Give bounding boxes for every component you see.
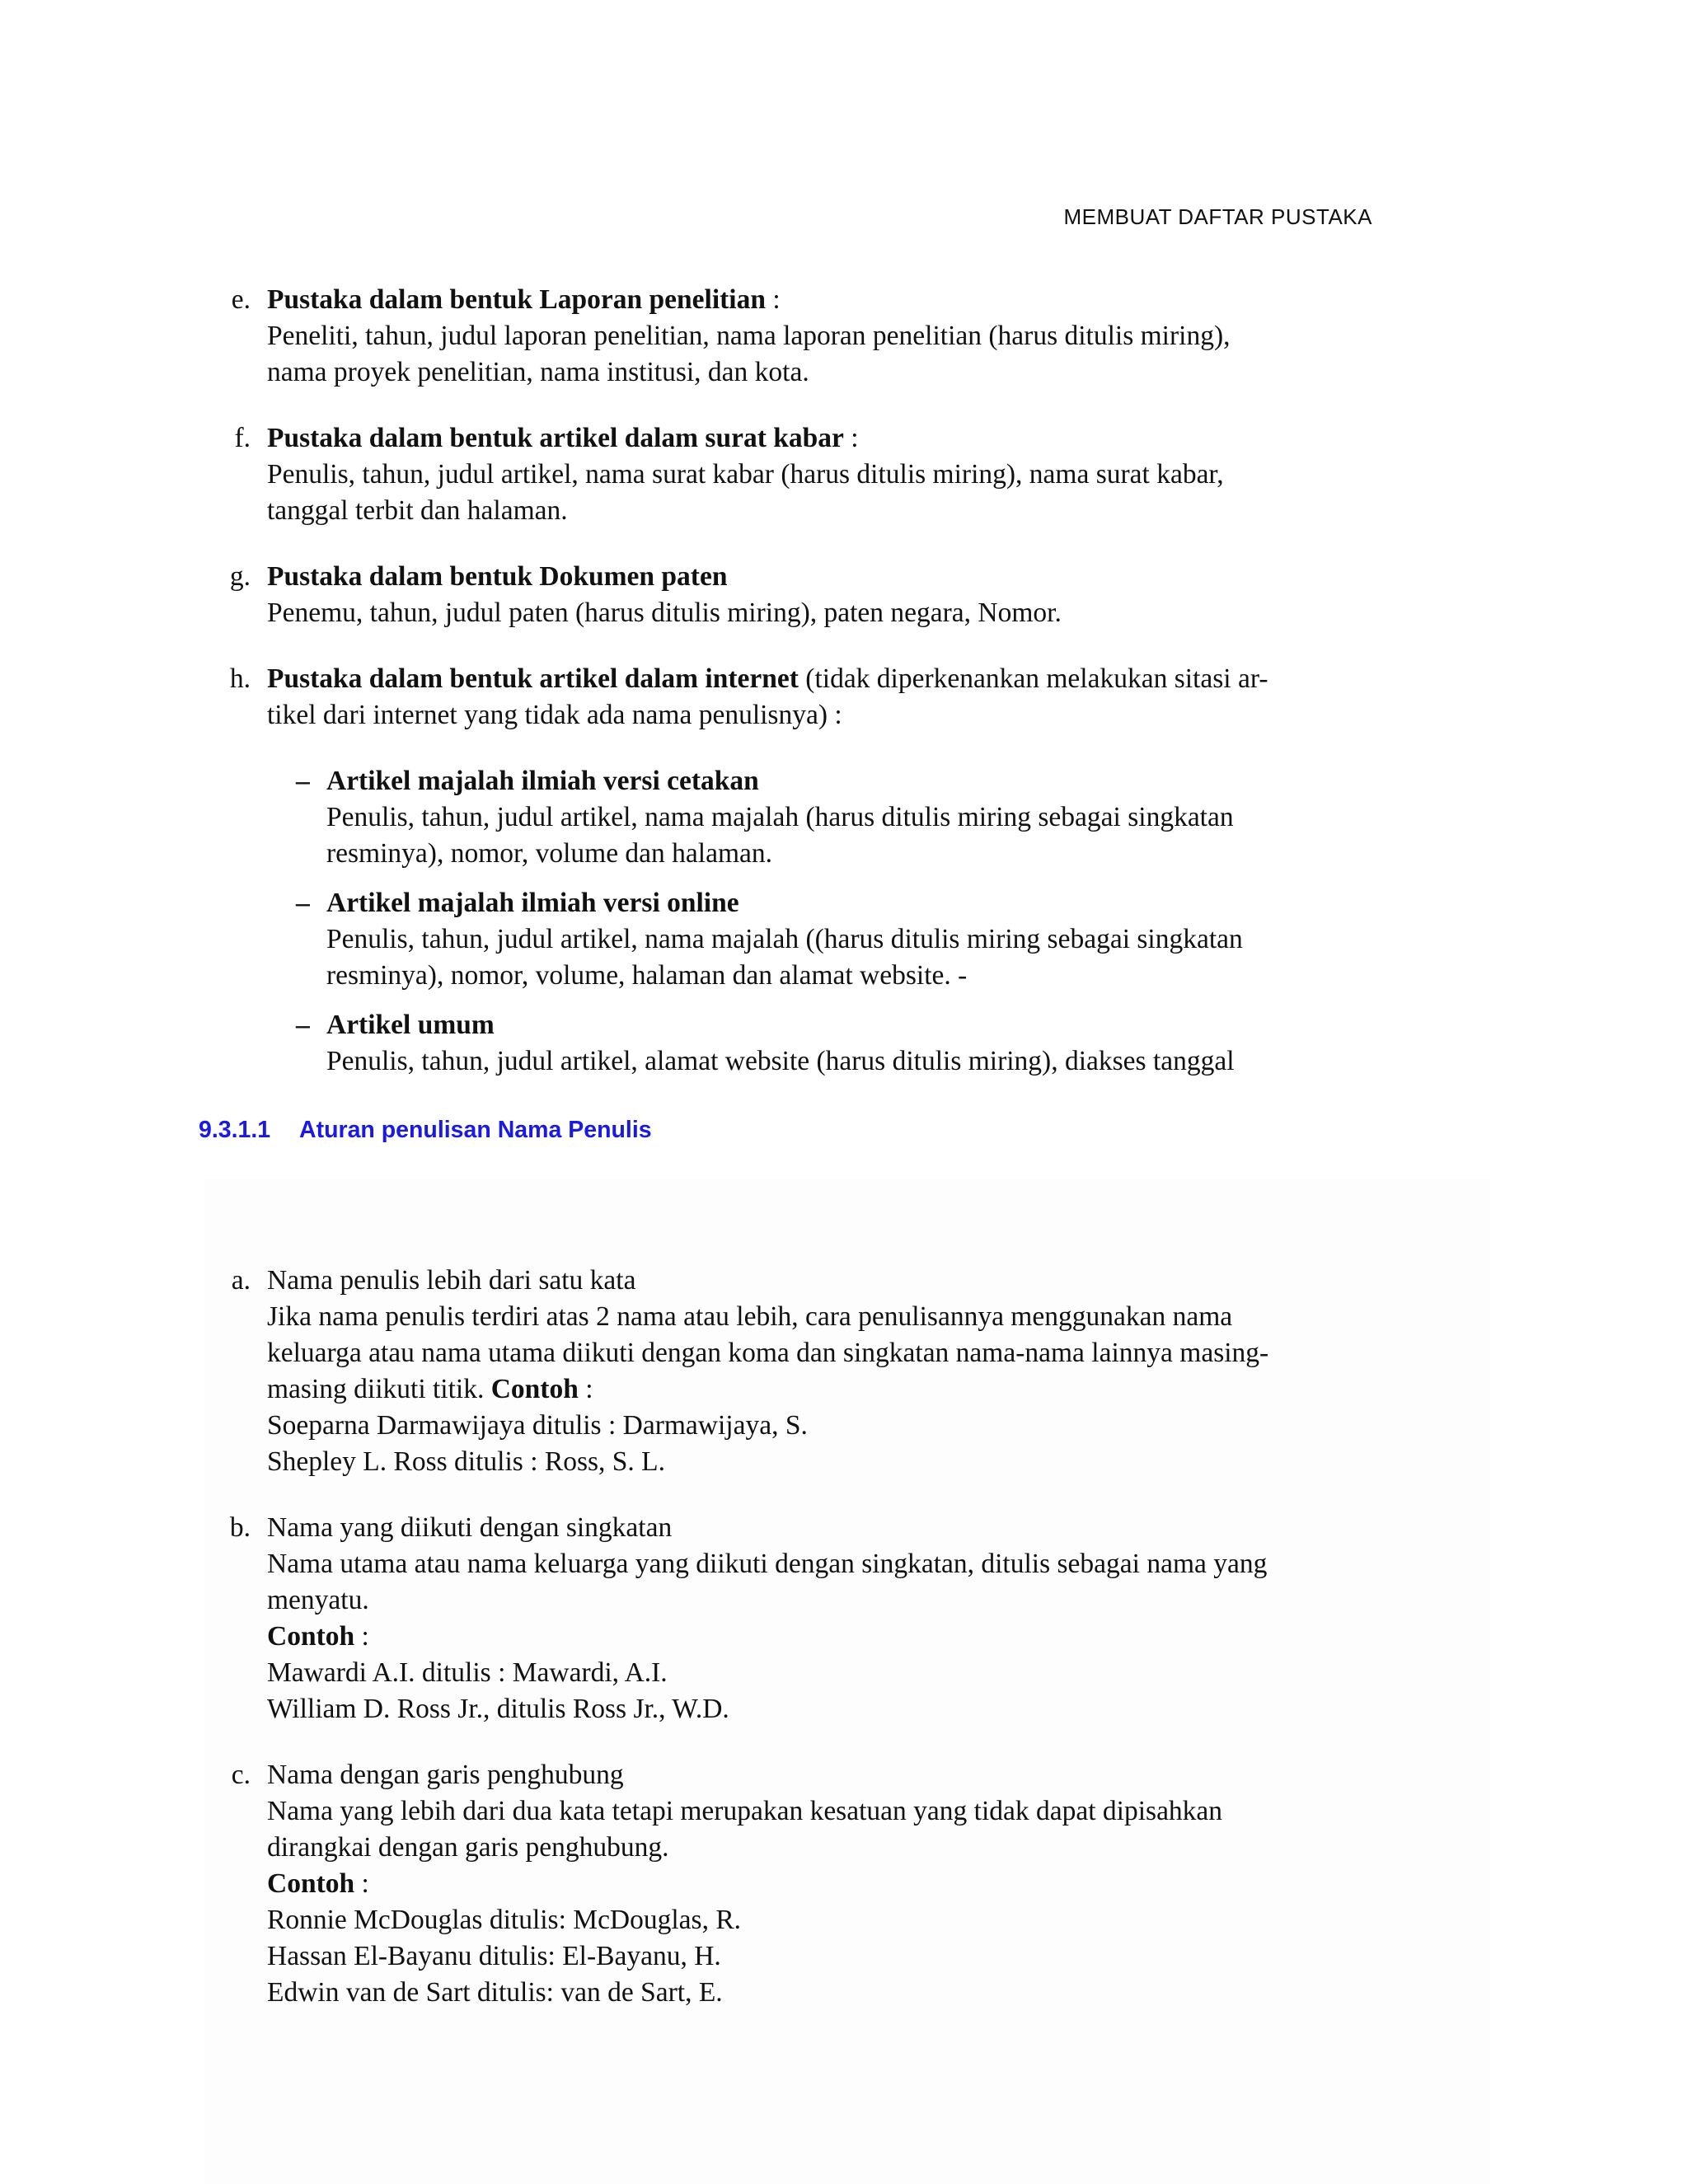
subitem-title: Artikel majalah ilmiah versi cetakan bbox=[326, 766, 759, 796]
item-text-line: Nama yang lebih dari dua kata tetapi merupakan kesatuan yang tidak dapat dipisahkan bbox=[267, 1796, 1223, 1826]
item-text-line: Peneliti, tahun, judul laporan penelitian, nama laporan penelitian (harus ditulis miring), bbox=[267, 321, 1231, 351]
subitem-text-line: Penulis, tahun, judul artikel, nama majalah (harus ditulis miring sebagai singkatan bbox=[326, 802, 1234, 832]
dash-marker: – bbox=[296, 888, 310, 918]
item-text-line: Jika nama penulis terdiri atas 2 nama atau lebih, cara penulisannya menggunakan nama bbox=[267, 1301, 1233, 1332]
item-text-line: keluarga atau nama utama diikuti dengan koma dan singkatan nama-nama lainnya masing- bbox=[267, 1338, 1269, 1368]
section-heading bbox=[199, 1117, 652, 1144]
contoh-suffix: : bbox=[578, 1374, 593, 1404]
item-title-suffix: : bbox=[843, 423, 859, 453]
list-item-c bbox=[231, 1757, 1372, 2011]
item-text-line: tikel dari internet yang tidak ada nama penulisnya) : bbox=[267, 700, 842, 730]
subitem-title: Artikel umum bbox=[326, 1010, 495, 1040]
list-marker: b. bbox=[229, 1512, 251, 1543]
contoh-suffix: : bbox=[354, 1868, 369, 1899]
section-title: Aturan penulisan Nama Penulis bbox=[299, 1117, 652, 1143]
example-line: William D. Ross Jr., ditulis Ross Jr., W.D. bbox=[267, 1694, 729, 1724]
example-line: Shepley L. Ross ditulis : Ross, S. L. bbox=[267, 1446, 666, 1477]
item-text-line: dirangkai dengan garis penghubung. bbox=[267, 1832, 669, 1863]
running-header: MEMBUAT DAFTAR PUSTAKA bbox=[1063, 204, 1372, 229]
dash-marker: – bbox=[296, 1010, 310, 1040]
list-item-a bbox=[231, 1263, 1372, 1480]
item-text-line: menyatu. bbox=[267, 1585, 369, 1615]
list-marker: f. bbox=[234, 423, 251, 453]
contoh-label: Contoh bbox=[267, 1868, 355, 1899]
item-title-suffix: (tidak diperkenankan melakukan sitasi ar- bbox=[798, 663, 1268, 694]
list-marker: c. bbox=[231, 1760, 251, 1790]
item-text-line: Penulis, tahun, judul artikel, nama surat kabar (harus ditulis miring), nama surat kabar, bbox=[267, 459, 1224, 490]
sublist-item bbox=[296, 763, 1372, 872]
sublist-item bbox=[296, 1007, 1372, 1080]
subitem-title: Artikel majalah ilmiah versi online bbox=[326, 888, 739, 918]
example-line: Ronnie McDouglas ditulis: McDouglas, R. bbox=[267, 1905, 742, 1935]
item-text-line: tanggal terbit dan halaman. bbox=[267, 495, 568, 526]
list-item-f bbox=[231, 420, 1372, 529]
reference-format-list bbox=[231, 282, 1372, 1109]
example-line: Edwin van de Sart ditulis: van de Sart, E. bbox=[267, 1977, 723, 2008]
item-text-line: masing diikuti titik. bbox=[267, 1374, 491, 1404]
example-line: Hassan El-Bayanu ditulis: El-Bayanu, H. bbox=[267, 1941, 721, 1971]
subitem-text-line: Penulis, tahun, judul artikel, nama majalah ((harus ditulis miring sebagai singkatan bbox=[326, 924, 1243, 954]
list-marker: g. bbox=[229, 561, 251, 592]
list-marker: e. bbox=[231, 284, 251, 315]
item-title-suffix: : bbox=[766, 284, 781, 315]
item-heading: Nama penulis lebih dari satu kata bbox=[267, 1265, 636, 1296]
list-marker: a. bbox=[231, 1265, 251, 1296]
list-marker: h. bbox=[229, 663, 251, 694]
list-item-e bbox=[231, 282, 1372, 391]
item-title: Pustaka dalam bentuk Laporan penelitian bbox=[267, 284, 766, 315]
item-text-line: Nama utama atau nama keluarga yang diikuti dengan singkatan, ditulis sebagai nama yang bbox=[267, 1549, 1268, 1579]
list-item-g bbox=[231, 559, 1372, 631]
contoh-label: Contoh bbox=[490, 1374, 579, 1404]
sublist-item bbox=[296, 885, 1372, 994]
subitem-text-line: Penulis, tahun, judul artikel, alamat website (harus ditulis miring), diakses tanggal bbox=[326, 1046, 1235, 1076]
author-name-rules-list bbox=[231, 1263, 1372, 2041]
item-title: Pustaka dalam bentuk Dokumen paten bbox=[267, 561, 728, 592]
item-text-line: nama proyek penelitian, nama institusi, dan kota. bbox=[267, 357, 809, 387]
section-number: 9.3.1.1 bbox=[199, 1117, 271, 1143]
list-item-h bbox=[231, 661, 1372, 1080]
list-item-b bbox=[231, 1510, 1372, 1727]
dash-marker: – bbox=[296, 766, 310, 796]
example-line: Soeparna Darmawijaya ditulis : Darmawijaya, S. bbox=[267, 1410, 808, 1441]
internet-article-sublist bbox=[267, 763, 1372, 1080]
item-text-line: Penemu, tahun, judul paten (harus ditulis miring), paten negara, Nomor. bbox=[267, 598, 1062, 628]
subitem-text-line: resminya), nomor, volume dan halaman. bbox=[326, 838, 773, 869]
item-heading: Nama dengan garis penghubung bbox=[267, 1760, 624, 1790]
item-heading: Nama yang diikuti dengan singkatan bbox=[267, 1512, 673, 1543]
item-title: Pustaka dalam bentuk artikel dalam internet bbox=[267, 663, 799, 694]
example-line: Mawardi A.I. ditulis : Mawardi, A.I. bbox=[267, 1657, 668, 1688]
contoh-label: Contoh bbox=[267, 1621, 355, 1652]
subitem-text-line: resminya), nomor, volume, halaman dan alamat website. - bbox=[326, 960, 968, 991]
contoh-suffix: : bbox=[354, 1621, 369, 1652]
item-title: Pustaka dalam bentuk artikel dalam surat kabar bbox=[267, 423, 844, 453]
